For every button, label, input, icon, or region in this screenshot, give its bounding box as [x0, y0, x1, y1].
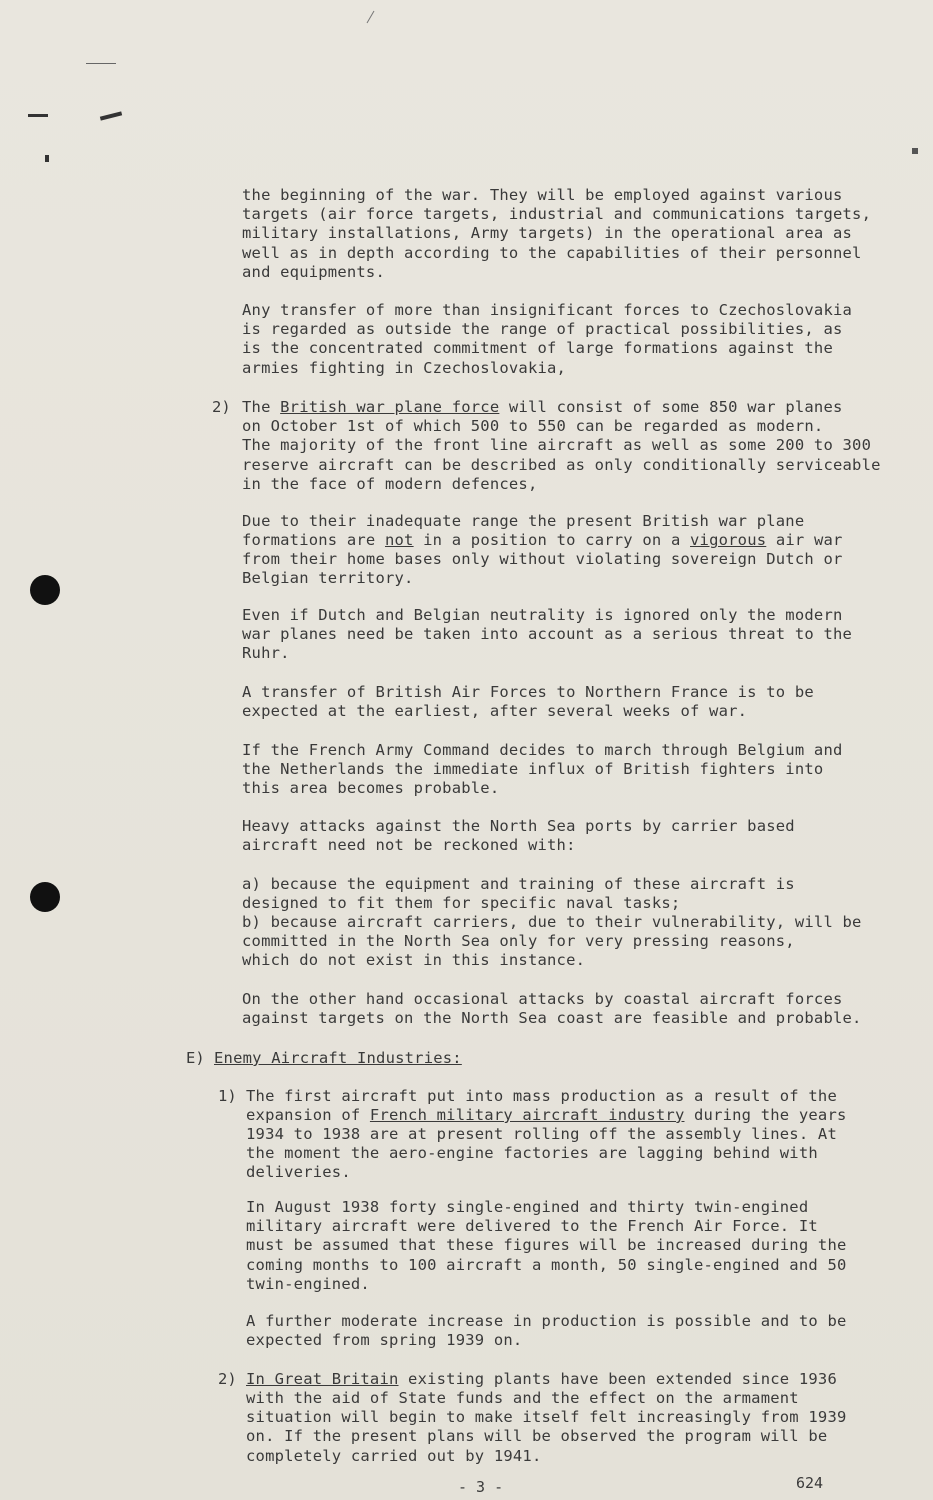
section-letter: E): [186, 1049, 205, 1067]
underlined-text: In Great Britain: [246, 1370, 399, 1388]
paragraph: If the French Army Command decides to march through Belgium and the Netherlands the immediate influx of British fighters into this area becomes probable.: [242, 741, 843, 798]
underlined-text: not: [384, 531, 414, 549]
paragraph-line: [242, 531, 843, 550]
paragraph: A further moderate increase in production is possible and to be expected from spring 1939 on.: [246, 1312, 847, 1350]
underlined-text: British war plane force: [280, 398, 500, 416]
list-number: 2): [218, 1370, 237, 1388]
scan-mark: [45, 155, 49, 162]
text-span: expansion of: [246, 1106, 370, 1124]
punch-hole-upper: [30, 575, 60, 605]
paragraph: from their home bases only without violating sovereign Dutch or Belgian territory.: [242, 550, 843, 588]
paragraph: with the aid of State funds and the effect on the armament situation will begin to make itself felt increasingly from 1939 on. If the present plans will be observed the program will be completely carried out by 1941.: [246, 1389, 847, 1465]
paragraph-line: [246, 1106, 847, 1125]
paragraph-line: [246, 1370, 837, 1389]
text-span: in a position to carry on a: [413, 531, 691, 549]
folio-number: 624: [796, 1474, 824, 1492]
paragraph-line: Due to their inadequate range the present British war plane: [242, 512, 805, 530]
text-span: during the years: [684, 1106, 847, 1124]
paragraph: the beginning of the war. They will be employed against various targets (air force targets, industrial and communications targets, military installations, Army targets) in the operational area as well as in depth according to the capabilities of their personnel and equipments.: [242, 186, 872, 281]
scan-mark: [912, 148, 918, 154]
paragraph: Heavy attacks against the North Sea ports by carrier based aircraft need not be reckoned with:: [242, 817, 795, 855]
underlined-text: French military aircraft industry: [369, 1106, 685, 1124]
paragraph: A transfer of British Air Forces to Northern France is to be expected at the earliest, after several weeks of war.: [242, 683, 814, 721]
list-number: 1): [218, 1087, 237, 1105]
paragraph: Any transfer of more than insignificant forces to Czechoslovakia is regarded as outside the range of practical possibilities, as is the concentrated commitment of large formations against the armies fighting in Czechoslovakia,: [242, 301, 853, 377]
paragraph: 1934 to 1938 are at present rolling off the assembly lines. At the moment the aero-engine factories are lagging behind with deliveries.: [246, 1125, 837, 1182]
text-span: The: [242, 398, 281, 416]
paragraph-line: The first aircraft put into mass production as a result of the: [246, 1087, 837, 1105]
text-span: air war: [766, 531, 843, 549]
scan-mark: [100, 111, 122, 120]
text-span: existing plants have been extended since 1936: [398, 1370, 837, 1388]
text-span: will consist of some 850 war planes on October 1st of which 500 to 550 can be regarded as modern. The majority of the front line aircraft as well as some 200 to 300 reserve aircraft can be described as only conditionally serviceable in the face of modern defences,: [242, 398, 881, 493]
section-heading: Enemy Aircraft Industries:: [214, 1049, 462, 1067]
punch-hole-lower: [30, 882, 60, 912]
scan-mark: [28, 114, 48, 117]
list-number: 2): [212, 398, 231, 416]
sub-item-a: a) because the equipment and training of these aircraft is designed to fit them for specific naval tasks;: [242, 875, 795, 913]
scan-mark: [86, 63, 116, 64]
paragraph: In August 1938 forty single-engined and thirty twin-engined military aircraft were delivered to the French Air Force. It must be assumed that these figures will be increased during the coming months to 100 aircraft a month, 50 single-engined and 50 twin-engined.: [246, 1198, 847, 1293]
sub-item-b: b) because aircraft carriers, due to their vulnerability, will be committed in the North Sea only for very pressing reasons, which do not exist in this instance.: [242, 913, 862, 970]
text-span: formations are: [242, 531, 385, 549]
scan-mark: [367, 11, 375, 24]
underlined-text: vigorous: [690, 531, 767, 549]
paragraph: On the other hand occasional attacks by coastal aircraft forces against targets on the North Sea coast are feasible and probable.: [242, 990, 862, 1028]
paragraph: Even if Dutch and Belgian neutrality is ignored only the modern war planes need be taken into account as a serious threat to the Ruhr.: [242, 606, 853, 663]
page-number: - 3 -: [458, 1478, 504, 1496]
paragraph: [242, 398, 881, 494]
